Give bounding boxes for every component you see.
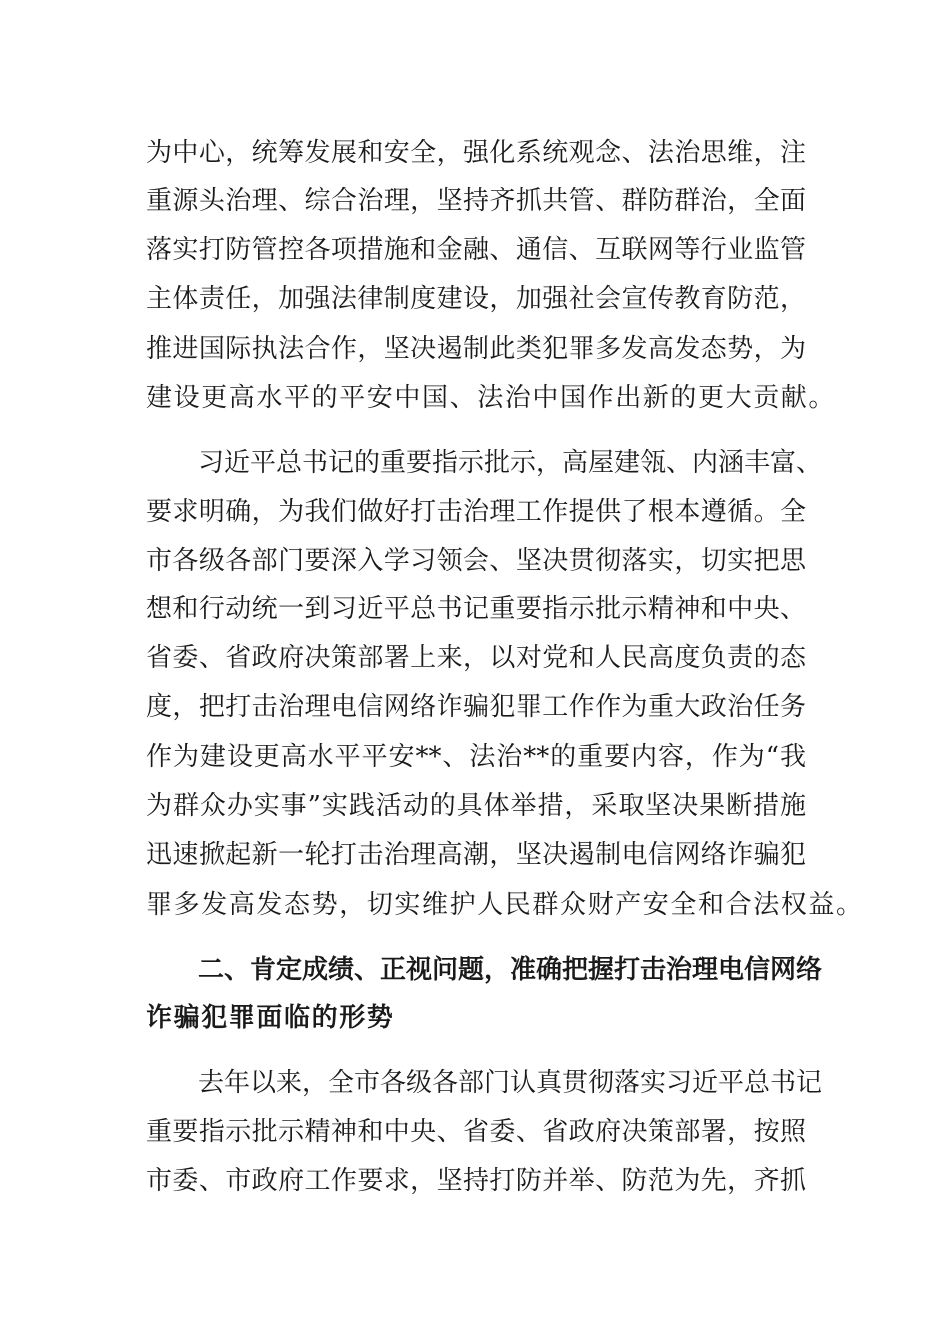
paragraph-line: 省委、省政府决策部署上来，以对党和人民高度负责的态 — [146, 643, 806, 673]
paragraph-line: 习近平总书记的重要指示批示，高屋建瓴、内涵丰富、 — [198, 448, 823, 478]
paragraph-line: 推进国际执法合作，坚决遏制此类犯罪多发高发态势，为 — [146, 334, 806, 364]
paragraph-line: 市各级各部门要深入学习领会、坚决贯彻落实，切实把思 — [146, 546, 806, 576]
paragraph-line: 去年以来，全市各级各部门认真贯彻落实习近平总书记 — [198, 1068, 823, 1098]
paragraph-line: 主体责任，加强法律制度建设，加强社会宣传教育防范， — [146, 284, 806, 314]
paragraph-line: 重要指示批示精神和中央、省委、省政府决策部署，按照 — [146, 1117, 806, 1147]
paragraph-line: 罪多发高发态势，切实维护人民群众财产安全和合法权益。 — [146, 890, 864, 920]
section-heading-line: 诈骗犯罪面临的形势 — [146, 1003, 395, 1033]
paragraph-line: 落实打防管控各项措施和金融、通信、互联网等行业监管 — [146, 235, 806, 265]
paragraph-line: 建设更高水平的平安中国、法治中国作出新的更大贡献。 — [146, 383, 837, 413]
paragraph-line: 度，把打击治理电信网络诈骗犯罪工作作为重大政治任务 — [146, 692, 806, 722]
paragraph-line: 为中心，统筹发展和安全，强化系统观念、法治思维，注 — [146, 138, 806, 168]
paragraph-line: 作为建设更高水平平安**、法治**的重要内容，作为“我 — [146, 742, 806, 772]
paragraph-line: 重源头治理、综合治理，坚持齐抓共管、群防群治，全面 — [146, 186, 806, 216]
paragraph-line: 市委、市政府工作要求，坚持打防并举、防范为先，齐抓 — [146, 1166, 806, 1196]
section-heading-line: 二、肯定成绩、正视问题，准确把握打击治理电信网络 — [198, 955, 823, 985]
paragraph-line: 想和行动统一到习近平总书记重要指示批示精神和中央、 — [146, 594, 806, 624]
paragraph-line: 要求明确，为我们做好打击治理工作提供了根本遵循。全 — [146, 497, 806, 527]
paragraph-line: 迅速掀起新一轮打击治理高潮，坚决遏制电信网络诈骗犯 — [146, 840, 806, 870]
paragraph-line: 为群众办实事”实践活动的具体举措，采取坚决果断措施 — [146, 791, 806, 821]
